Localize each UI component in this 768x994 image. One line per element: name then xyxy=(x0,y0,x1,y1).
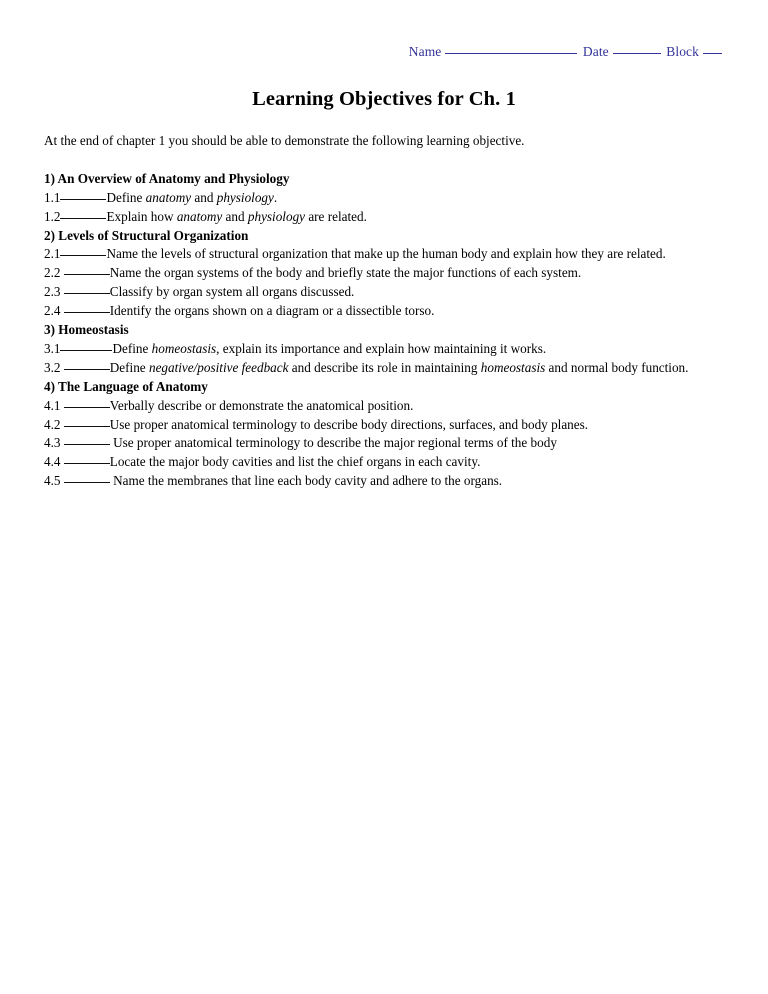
objective-checkoff-blank[interactable] xyxy=(64,284,110,295)
name-blank-line[interactable] xyxy=(445,53,577,54)
objective-text: Classify by organ system all organs discussed. xyxy=(109,284,355,300)
objective-text: Define negative/positive feedback and describe its role in maintaining homeostasis and normal body function. xyxy=(109,359,689,375)
objective-checkoff-blank[interactable] xyxy=(64,359,110,370)
objective-number: 3.2 xyxy=(44,359,64,375)
objective-text: Use proper anatomical terminology to describe the major regional terms of the body xyxy=(109,435,557,451)
section-heading: 3) Homeostasis xyxy=(44,322,129,338)
objective-checkoff-blank[interactable] xyxy=(64,454,110,465)
objective-checkoff-blank[interactable] xyxy=(64,303,110,314)
date-label: Date xyxy=(582,44,609,59)
objective-number: 4.4 xyxy=(44,454,64,470)
objective-item xyxy=(44,189,726,208)
objective-number: 4.5 xyxy=(44,473,64,489)
objective-checkoff-blank[interactable] xyxy=(64,265,110,276)
objective-item xyxy=(44,264,726,283)
objective-checkoff-blank[interactable] xyxy=(64,416,110,427)
page-title: Learning Objectives for Ch. 1 xyxy=(252,88,516,110)
objective-checkoff-blank[interactable] xyxy=(64,435,110,446)
objective-number: 2.1 xyxy=(44,246,61,262)
objective-item xyxy=(44,283,726,302)
objective-item xyxy=(44,302,726,321)
objective-item xyxy=(44,434,726,453)
intro-spacer xyxy=(44,151,726,170)
objective-number: 1.1 xyxy=(44,189,61,205)
objective-checkoff-blank[interactable] xyxy=(60,246,106,257)
section-heading: 4) The Language of Anatomy xyxy=(44,378,208,394)
objective-text: Verbally describe or demonstrate the anatomical position. xyxy=(109,397,414,413)
section-heading: 2) Levels of Structural Organization xyxy=(44,227,249,243)
objective-item xyxy=(44,245,726,264)
objective-number: 3.1 xyxy=(44,340,61,356)
objective-checkoff-blank[interactable] xyxy=(60,208,106,219)
objective-item xyxy=(44,472,726,491)
objective-item xyxy=(44,397,726,416)
objective-text: Locate the major body cavities and list the chief organs in each cavity. xyxy=(109,454,481,470)
objective-text: Name the levels of structural organization that make up the human body and explain how they are related. xyxy=(106,246,666,262)
objective-checkoff-blank[interactable] xyxy=(64,473,110,484)
section-heading: 1) An Overview of Anatomy and Physiology xyxy=(44,170,290,186)
objective-text: Name the membranes that line each body cavity and adhere to the organs. xyxy=(109,473,503,489)
document-body xyxy=(44,132,726,491)
objective-text: Name the organ systems of the body and briefly state the major functions of each system. xyxy=(109,265,582,281)
objective-number: 4.2 xyxy=(44,416,64,432)
block-blank-line[interactable] xyxy=(703,53,722,54)
objective-item xyxy=(44,340,726,359)
objective-number: 2.3 xyxy=(44,284,64,300)
objective-checkoff-blank[interactable] xyxy=(64,397,110,408)
intro-paragraph: At the end of chapter 1 you should be able to demonstrate the following learning objective. xyxy=(44,133,525,148)
objectives-list xyxy=(44,170,726,491)
name-label: Name xyxy=(408,44,442,59)
objective-checkoff-blank[interactable] xyxy=(60,340,112,351)
objective-item xyxy=(44,359,726,378)
date-blank-line[interactable] xyxy=(613,53,661,54)
objective-number: 4.3 xyxy=(44,435,64,451)
objective-text: Define homeostasis, explain its importance and explain how maintaining it works. xyxy=(112,340,547,356)
objective-item xyxy=(44,453,726,472)
student-info-header xyxy=(46,44,724,60)
objective-item xyxy=(44,208,726,227)
objective-text: Use proper anatomical terminology to describe body directions, surfaces, and body planes. xyxy=(109,416,589,432)
objective-number: 1.2 xyxy=(44,208,61,224)
objective-text: Explain how anatomy and physiology are related. xyxy=(106,208,367,224)
objective-number: 4.1 xyxy=(44,397,64,413)
objective-number: 2.2 xyxy=(44,265,64,281)
objective-number: 2.4 xyxy=(44,303,64,319)
objective-checkoff-blank[interactable] xyxy=(60,189,106,200)
objective-text: Define anatomy and physiology. xyxy=(106,189,278,205)
objective-text: Identify the organs shown on a diagram or a dissectible torso. xyxy=(109,303,435,319)
objective-item xyxy=(44,416,726,435)
block-label: Block xyxy=(666,44,699,59)
